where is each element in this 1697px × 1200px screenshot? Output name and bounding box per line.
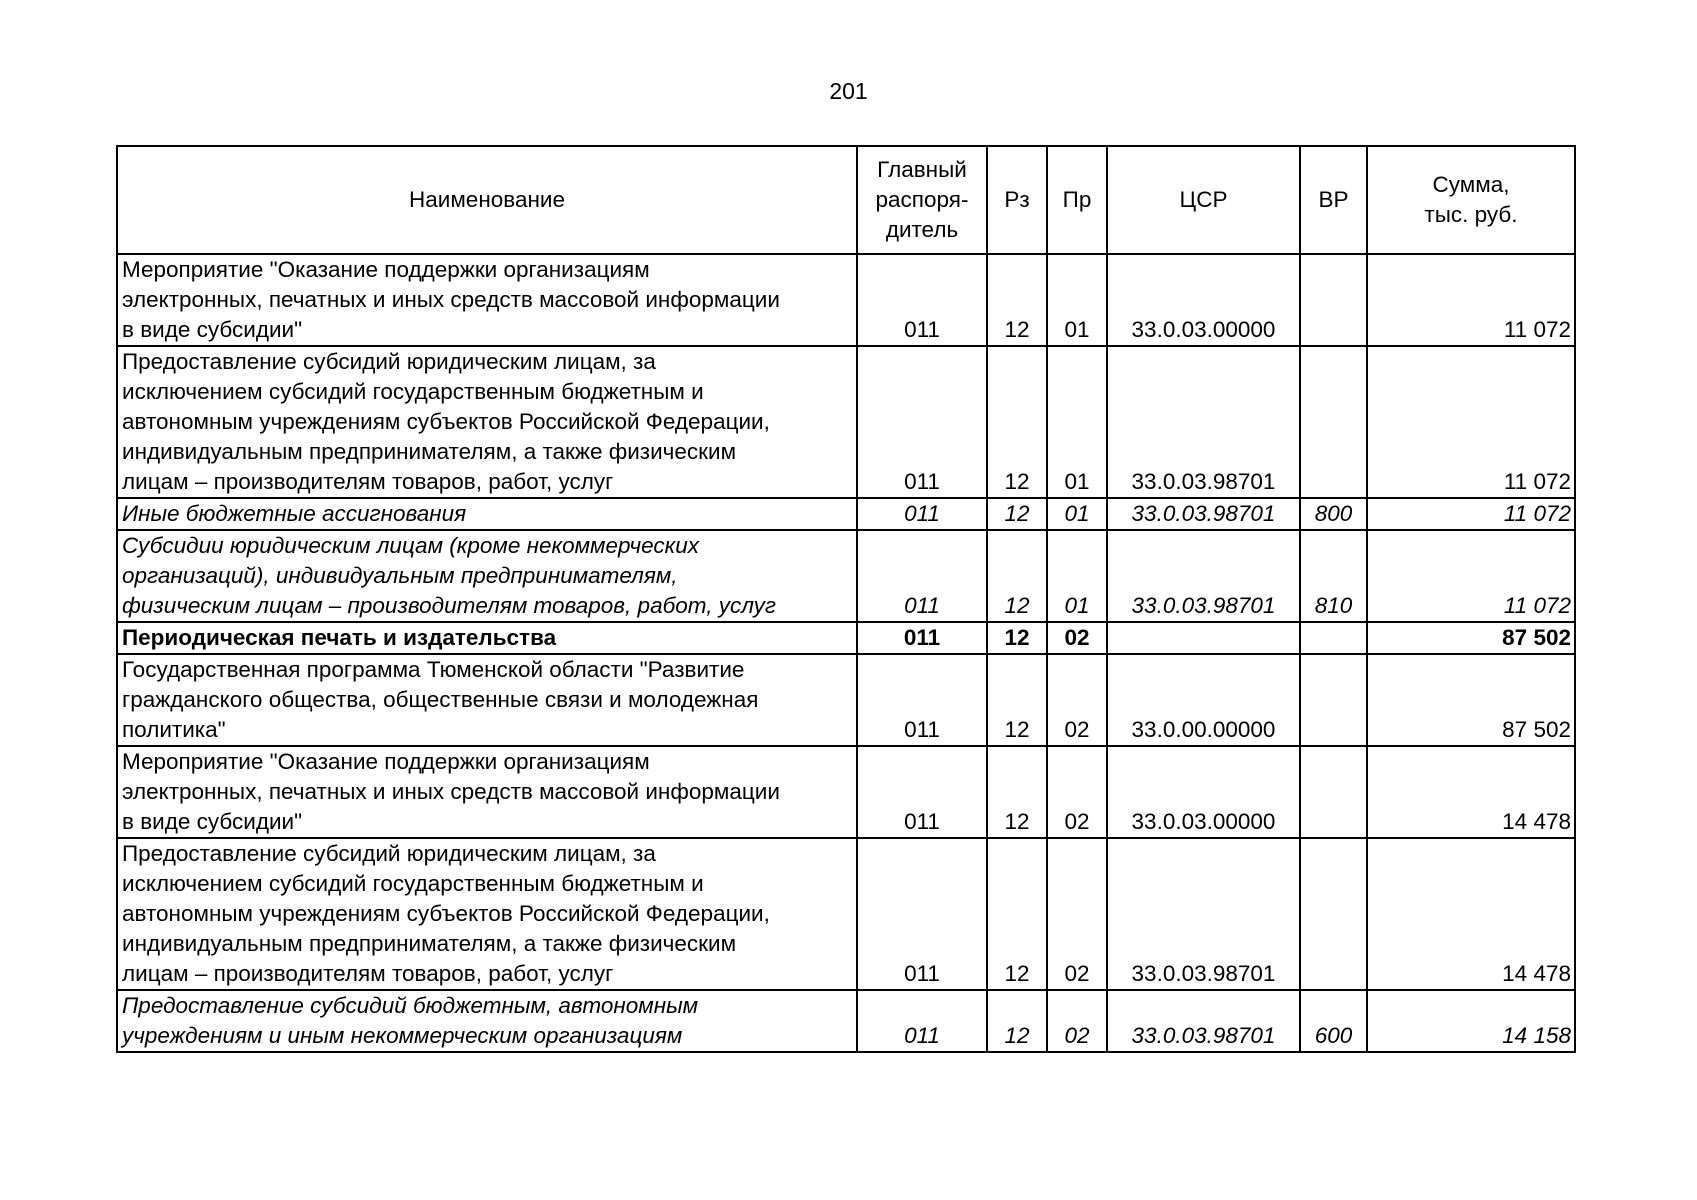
cell-sum: 14 478 [1367, 746, 1575, 838]
cell-name [117, 654, 857, 746]
cell-vr [1300, 746, 1367, 838]
cell-name-line: автономным учреждениям субъектов Российской Федерации, [122, 409, 770, 434]
cell-name-line: Периодическая печать и издательства [122, 625, 557, 650]
cell-pr: 01 [1047, 254, 1107, 346]
cell-name-line: исключением субсидий государственным бюджетным и [122, 379, 704, 404]
cell-name-line: Предоставление субсидий бюджетным, автономным [122, 993, 699, 1018]
cell-rz: 12 [987, 654, 1047, 746]
cell-sum: 11 072 [1367, 498, 1575, 530]
cell-name [117, 254, 857, 346]
cell-manager: 011 [857, 498, 987, 530]
cell-name-line: физическим лицам – производителям товаров, работ, услуг [122, 593, 777, 618]
cell-csr [1107, 622, 1300, 654]
cell-name-line: лицам – производителям товаров, работ, услуг [122, 961, 614, 986]
cell-name-line: Мероприятие "Оказание поддержки организациям [122, 749, 650, 774]
table-body [117, 254, 1575, 1052]
cell-vr: 810 [1300, 530, 1367, 622]
cell-vr [1300, 838, 1367, 990]
cell-vr: 600 [1300, 990, 1367, 1052]
table-row [117, 654, 1575, 746]
page-number: 201 [829, 78, 868, 104]
cell-sum: 11 072 [1367, 254, 1575, 346]
header-manager-line: дитель [885, 217, 959, 242]
cell-sum: 14 158 [1367, 990, 1575, 1052]
cell-vr: 800 [1300, 498, 1367, 530]
cell-name-line: гражданского общества, общественные связи и молодежная [122, 687, 759, 712]
cell-name [117, 990, 857, 1052]
cell-sum: 87 502 [1367, 654, 1575, 746]
table-row [117, 746, 1575, 838]
header-sum-line: Сумма, [1432, 172, 1510, 197]
table-row [117, 254, 1575, 346]
header-row [117, 146, 1575, 254]
cell-name-line: Предоставление субсидий юридическим лицам, за [122, 841, 656, 866]
header-pr: Пр [1047, 146, 1107, 254]
cell-csr: 33.0.03.00000 [1107, 746, 1300, 838]
cell-csr: 33.0.03.98701 [1107, 530, 1300, 622]
cell-csr: 33.0.03.00000 [1107, 254, 1300, 346]
cell-pr: 02 [1047, 838, 1107, 990]
cell-rz: 12 [987, 254, 1047, 346]
table-row [117, 990, 1575, 1052]
cell-pr: 01 [1047, 346, 1107, 498]
header-name: Наименование [117, 146, 857, 254]
table-row [117, 622, 1575, 654]
cell-manager: 011 [857, 746, 987, 838]
cell-vr [1300, 622, 1367, 654]
cell-name-line: политика" [122, 717, 226, 742]
header-vr: ВР [1300, 146, 1367, 254]
cell-pr: 02 [1047, 654, 1107, 746]
cell-rz: 12 [987, 498, 1047, 530]
cell-name-line: исключением субсидий государственным бюджетным и [122, 871, 704, 896]
cell-csr: 33.0.03.98701 [1107, 498, 1300, 530]
cell-name-line: Мероприятие "Оказание поддержки организациям [122, 257, 650, 282]
table-row [117, 838, 1575, 990]
cell-name-line: Предоставление субсидий юридическим лицам, за [122, 349, 656, 374]
cell-pr: 02 [1047, 622, 1107, 654]
cell-name-line: Государственная программа Тюменской области "Развитие [122, 657, 745, 682]
cell-name-line: учреждениям и иным некоммерческим организациям [122, 1023, 683, 1048]
cell-vr [1300, 654, 1367, 746]
cell-pr: 02 [1047, 990, 1107, 1052]
cell-name-line: Иные бюджетные ассигнования [122, 501, 467, 526]
cell-csr: 33.0.03.98701 [1107, 346, 1300, 498]
cell-rz: 12 [987, 746, 1047, 838]
budget-table [116, 145, 1576, 1053]
cell-manager: 011 [857, 838, 987, 990]
cell-name-line: в виде субсидии" [122, 809, 303, 834]
cell-sum: 11 072 [1367, 346, 1575, 498]
cell-name-line: лицам – производителям товаров, работ, услуг [122, 469, 614, 494]
cell-name [117, 346, 857, 498]
cell-vr [1300, 254, 1367, 346]
cell-rz: 12 [987, 530, 1047, 622]
cell-name [117, 498, 857, 530]
cell-manager: 011 [857, 654, 987, 746]
cell-manager: 011 [857, 622, 987, 654]
header-manager [857, 146, 987, 254]
cell-csr: 33.0.03.98701 [1107, 990, 1300, 1052]
cell-csr: 33.0.03.98701 [1107, 838, 1300, 990]
header-csr: ЦСР [1107, 146, 1300, 254]
cell-pr: 01 [1047, 530, 1107, 622]
cell-manager: 011 [857, 990, 987, 1052]
cell-sum: 14 478 [1367, 838, 1575, 990]
cell-pr: 01 [1047, 498, 1107, 530]
cell-manager: 011 [857, 346, 987, 498]
cell-rz: 12 [987, 346, 1047, 498]
cell-name-line: индивидуальным предпринимателям, а также физическим [122, 931, 737, 956]
cell-name [117, 622, 857, 654]
cell-pr: 02 [1047, 746, 1107, 838]
cell-rz: 12 [987, 838, 1047, 990]
cell-name-line: индивидуальным предпринимателям, а также физическим [122, 439, 737, 464]
cell-vr [1300, 346, 1367, 498]
cell-rz: 12 [987, 990, 1047, 1052]
header-sum [1367, 146, 1575, 254]
cell-name-line: в виде субсидии" [122, 317, 303, 342]
header-manager-line: Главный [877, 157, 967, 182]
header-manager-line: распоря- [875, 187, 969, 212]
cell-sum: 87 502 [1367, 622, 1575, 654]
cell-name-line: организаций), индивидуальным предпринимателям, [122, 563, 678, 588]
cell-manager: 011 [857, 254, 987, 346]
cell-name [117, 530, 857, 622]
table-row [117, 498, 1575, 530]
cell-name [117, 838, 857, 990]
cell-name-line: электронных, печатных и иных средств массовой информации [122, 779, 780, 804]
cell-name-line: электронных, печатных и иных средств массовой информации [122, 287, 780, 312]
cell-name [117, 746, 857, 838]
cell-name-line: автономным учреждениям субъектов Российской Федерации, [122, 901, 770, 926]
table-row [117, 346, 1575, 498]
cell-name-line: Субсидии юридическим лицам (кроме некоммерческих [122, 533, 700, 558]
header-rz: Рз [987, 146, 1047, 254]
cell-rz: 12 [987, 622, 1047, 654]
table-row [117, 530, 1575, 622]
cell-csr: 33.0.00.00000 [1107, 654, 1300, 746]
cell-manager: 011 [857, 530, 987, 622]
cell-sum: 11 072 [1367, 530, 1575, 622]
header-sum-line: тыс. руб. [1424, 202, 1518, 227]
